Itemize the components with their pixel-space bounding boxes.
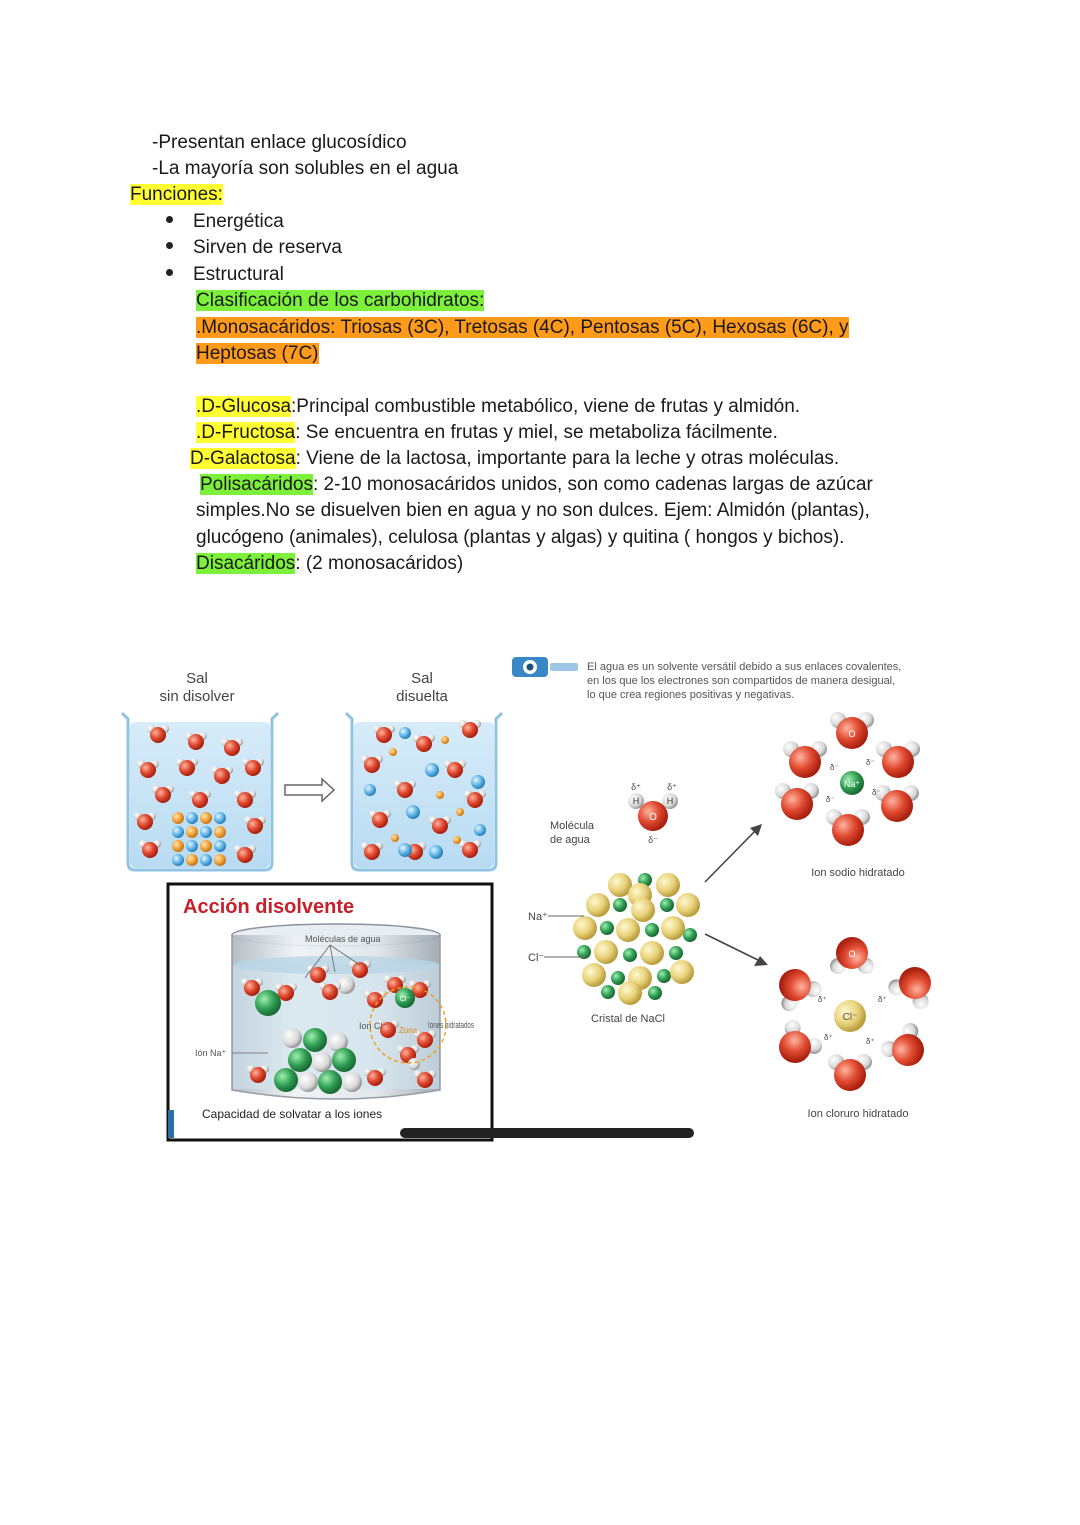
bullet-text: Energética bbox=[193, 211, 284, 232]
note-line-1: El agua es un solvente versátil debido a sus enlaces covalentes, bbox=[587, 661, 902, 673]
ion-cloruro-label: Ion cloruro hidratado bbox=[807, 1108, 909, 1120]
svg-text:H: H bbox=[666, 796, 674, 806]
svg-text:Cl⁻: Cl⁻ bbox=[399, 996, 411, 1003]
cl-label: Cl⁻ bbox=[528, 952, 545, 964]
svg-text:δ⁺: δ⁺ bbox=[631, 782, 641, 792]
beaker2-label-2: disuelta bbox=[396, 688, 448, 705]
svg-text:δ⁻: δ⁻ bbox=[830, 763, 839, 772]
beaker-dissolved bbox=[346, 713, 502, 870]
note-line-2: en los que los electrones son compartidos de manera desigual, bbox=[587, 675, 896, 687]
water-molecule-icon bbox=[628, 782, 678, 845]
polisacaridos-term: Polisacáridos bbox=[200, 474, 313, 495]
hydrated-sodium-icon bbox=[775, 712, 920, 846]
accion-disolvente-panel bbox=[168, 884, 694, 1140]
ion-na-label: Ión Na⁺ bbox=[195, 1048, 227, 1058]
clasificacion-label: Clasificación de los carbohidratos: bbox=[196, 290, 485, 311]
iones-hidratados-label: Iones hidratados bbox=[428, 1020, 475, 1030]
polisacaridos-line2: simples.No se disuelven bien en agua y no son dulces. Ejem: Almidón (plantas), bbox=[196, 500, 870, 521]
svg-text:δ⁺: δ⁺ bbox=[866, 1037, 875, 1046]
monosacaridos-text2: Heptosas (7C) bbox=[196, 343, 319, 364]
svg-text:O: O bbox=[848, 949, 856, 959]
svg-text:Cl⁻: Cl⁻ bbox=[842, 1012, 858, 1023]
arrow-up-right-icon bbox=[705, 824, 762, 882]
note-line-3: lo que crea regiones positivas y negativas. bbox=[587, 689, 795, 701]
zona-label: Zona bbox=[399, 1026, 418, 1035]
svg-text:δ⁺: δ⁺ bbox=[818, 995, 827, 1004]
molecula-label-2: de agua bbox=[550, 834, 590, 846]
galactosa-term: D-Galactosa bbox=[190, 448, 296, 469]
svg-text:H: H bbox=[632, 796, 640, 806]
bullet-text: Sirven de reserva bbox=[193, 237, 342, 258]
svg-text:δ⁻: δ⁻ bbox=[648, 835, 658, 845]
ion-sodio-label: Ion sodio hidratado bbox=[811, 867, 905, 879]
svg-text:δ⁻: δ⁻ bbox=[826, 795, 835, 804]
disacaridos-desc: : (2 monosacáridos) bbox=[295, 553, 464, 574]
glucosa-desc: :Principal combustible metabólico, viene de frutas y almidón. bbox=[291, 396, 801, 417]
svg-text:O: O bbox=[649, 812, 657, 823]
cristal-label: Cristal de NaCl bbox=[591, 1013, 665, 1025]
capacidad-label: Capacidad de solvatar a los iones bbox=[202, 1107, 383, 1121]
nacl-crystal-icon bbox=[544, 873, 700, 1005]
molecula-label-1: Molécula bbox=[550, 820, 595, 832]
line-enlace: -Presentan enlace glucosídico bbox=[152, 132, 407, 153]
accion-disolvente-title: Acción disolvente bbox=[183, 896, 355, 918]
arrow-down-right-icon bbox=[705, 934, 768, 966]
bullet-text: Estructural bbox=[193, 264, 284, 285]
moleculas-agua-label: Moléculas de agua bbox=[305, 934, 381, 944]
na-label: Na⁺ bbox=[528, 911, 548, 923]
monosacaridos-text: .Monosacáridos: Triosas (3C), Tretosas (4C), Pentosas (5C), Hexosas (6C), y bbox=[196, 317, 849, 338]
svg-text:δ⁺: δ⁺ bbox=[824, 1033, 833, 1042]
beaker2-label-1: Sal bbox=[411, 670, 433, 687]
line-solubles: -La mayoría son solubles en el agua bbox=[152, 158, 459, 179]
svg-text:O: O bbox=[848, 729, 856, 739]
svg-text:δ⁻: δ⁻ bbox=[872, 788, 881, 797]
beaker-undissolved bbox=[122, 713, 278, 870]
svg-text:δ⁺: δ⁺ bbox=[667, 782, 677, 792]
fructosa-term: .D-Fructosa bbox=[196, 422, 296, 443]
polisacaridos-line3: glucógeno (animales), celulosa (plantas y algas) y quitina ( hongos y bichos). bbox=[196, 527, 845, 548]
svg-text:Na⁺: Na⁺ bbox=[843, 779, 861, 789]
svg-text:δ⁺: δ⁺ bbox=[878, 995, 887, 1004]
glucosa-term: .D-Glucosa bbox=[196, 396, 292, 417]
beaker1-label-2: sin disolver bbox=[159, 688, 235, 705]
svg-text:δ⁻: δ⁻ bbox=[866, 758, 875, 767]
ion-cl-label: Ion Cl⁻ bbox=[359, 1021, 388, 1031]
beaker1-label-1: Sal bbox=[186, 670, 208, 687]
eye-icon bbox=[512, 657, 578, 677]
fructosa-desc: : Se encuentra en frutas y miel, se metaboliza fácilmente. bbox=[295, 422, 778, 443]
hydrated-chloride-icon bbox=[768, 937, 942, 1091]
funciones-label: Funciones: bbox=[130, 184, 223, 205]
galactosa-desc: : Viene de la lactosa, importante para la leche y otras moléculas. bbox=[295, 448, 840, 469]
disacaridos-term: Disacáridos bbox=[196, 553, 296, 574]
polisacaridos-desc: : 2-10 monosacáridos unidos, son como cadenas largas de azúcar bbox=[313, 474, 873, 495]
arrow-right-icon bbox=[285, 779, 334, 801]
